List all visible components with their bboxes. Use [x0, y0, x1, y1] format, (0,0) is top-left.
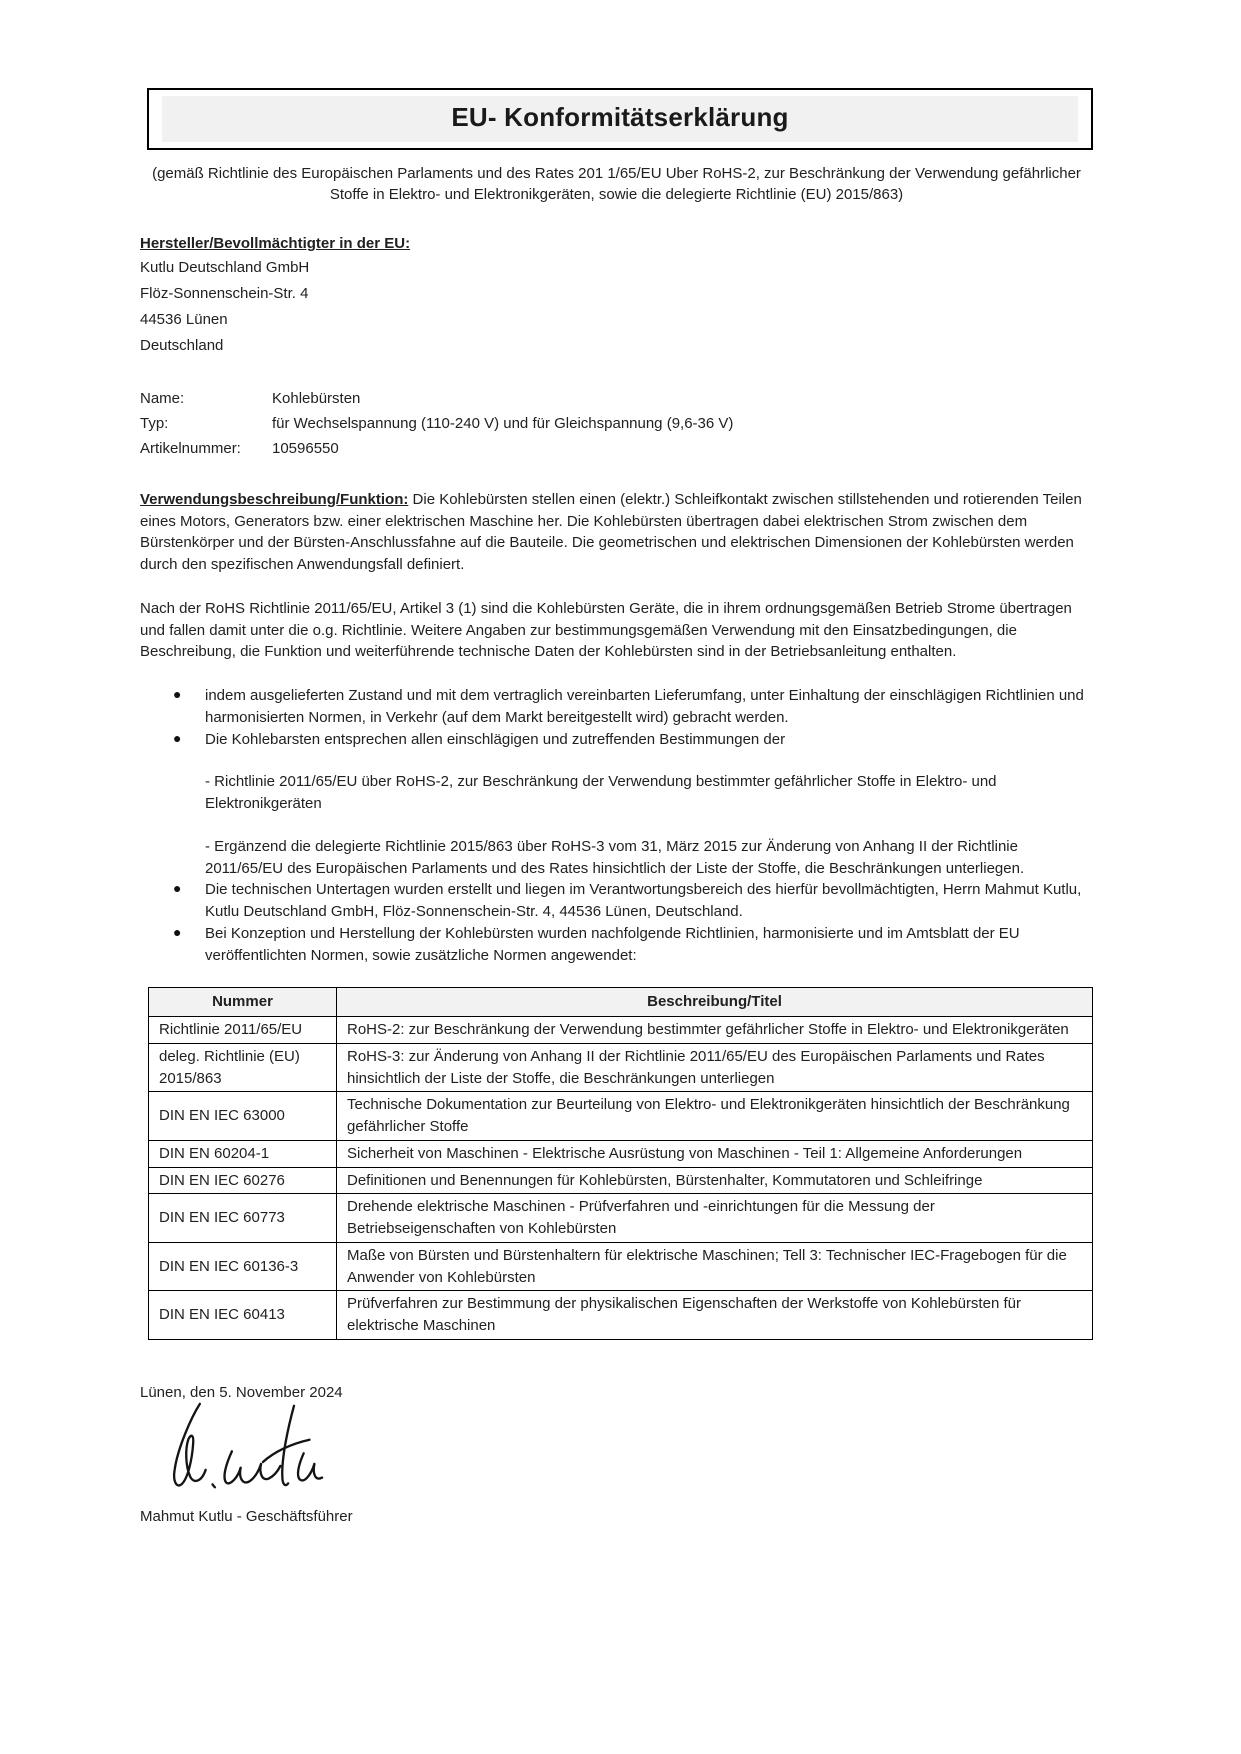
- standard-number: DIN EN IEC 60413: [149, 1291, 337, 1340]
- directive-dash-item: - Ergänzend die delegierte Richtlinie 2015/863 über RoHS-3 vom 31, März 2015 zur Änderung von Anhang II der Richtlinie 2011/65/EU des Europäischen Parlaments und des Rates hinsichtlich der Liste der Stoffe, die Beschränkungen unterliegen.: [205, 837, 1025, 877]
- usage-lead: Verwendungsbeschreibung/Funktion:: [140, 490, 409, 508]
- article-number-label: Artikelnummer:: [140, 439, 241, 457]
- product-type-value: für Wechselspannung (110-240 V) und für Gleichspannung (9,6-36 V): [272, 414, 734, 432]
- place-date-line: Lünen, den 5. November 2024: [140, 1383, 343, 1401]
- title-subtitle: (gemäß Richtlinie des Europäischen Parlaments und des Rates 201 1/65/EU Uber RoHS-2, zur Beschränkung der Verwendung gefährlicher Stoffe in Elektro- und Elektronikgeräten, sowie die delegierte Richtlinie (EU) 2015/863): [152, 164, 1081, 204]
- bullet-icon: ●: [173, 923, 182, 940]
- manufacturer-address: [140, 255, 1093, 359]
- standard-number: DIN EN IEC 63000: [149, 1092, 337, 1141]
- product-name-label: Name:: [140, 389, 185, 407]
- standard-description: Technische Dokumentation zur Beurteilung von Elektro- und Elektronikgeräten hinsichtlich der Beschränkung gefährlicher Stoffe: [337, 1092, 1093, 1141]
- bullet-icon: ●: [173, 880, 182, 897]
- standard-description: Prüfverfahren zur Bestimmung der physikalischen Eigenschaften der Werkstoffe von Kohlebürsten für elektrische Maschinen: [337, 1291, 1093, 1340]
- standard-number: Richtlinie 2011/65/EU: [149, 1017, 337, 1044]
- directive-dash-item: - Richtlinie 2011/65/EU über RoHS-2, zur Beschränkung der Verwendung bestimmter gefährlicher Stoffe in Elektro- und Elektronikgeräten: [205, 773, 997, 813]
- address-line: Flöz-Sonnenschein-Str. 4: [140, 284, 309, 302]
- product-row: [140, 436, 1093, 461]
- table-row: [149, 1167, 1093, 1194]
- bullet-text: Die technischen Untertagen wurden erstellt und liegen im Verantwortungsbereich des hierfür bevollmächtigten, Herrn Mahmut Kutlu, Kutlu Deutschland GmbH, Flöz-Sonnenschein-Str. 4, 44536 Lünen, Deutschland.: [205, 881, 1082, 921]
- manufacturer-heading: Hersteller/Bevollmächtigter in der EU:: [140, 235, 411, 253]
- page-title: EU- Konformitätserklärung: [451, 102, 789, 132]
- handwritten-signature-icon: [162, 1398, 327, 1496]
- bullet-item: [140, 923, 1093, 967]
- product-info: [140, 386, 1093, 461]
- standard-number: DIN EN IEC 60136-3: [149, 1242, 337, 1291]
- bullet-text: indem ausgelieferten Zustand und mit dem vertraglich vereinbarten Lieferumfang, unter Einhaltung der einschlägigen Richtlinien und harmonisierten Normen, in Verkehr (auf dem Markt bereitgestellt wird) gebracht werden.: [205, 687, 1084, 726]
- product-type-label: Typ:: [140, 414, 169, 432]
- table-row: [149, 1242, 1093, 1291]
- standard-description: Drehende elektrische Maschinen - Prüfverfahren und -einrichtungen für die Messung der Betriebseigenschaften von Kohlebürsten: [337, 1194, 1093, 1243]
- standard-number: DIN EN 60204-1: [149, 1140, 337, 1167]
- standard-description: RoHS-3: zur Änderung von Anhang II der Richtlinie 2011/65/EU des Europäischen Parlaments und Rates hinsichtlich der Liste der Stoffe, die Beschränkungen unterliegen: [337, 1043, 1093, 1092]
- bullet-text: Die Kohlebarsten entsprechen allen einschlägigen und zutreffenden Bestimmungen der: [205, 730, 786, 748]
- bullet-icon: ●: [173, 686, 182, 703]
- signature-image: [162, 1398, 1093, 1496]
- usage-paragraph: [140, 489, 1093, 576]
- table-row: [149, 1092, 1093, 1141]
- address-line: Deutschland: [140, 336, 224, 354]
- table-row: [149, 1043, 1093, 1092]
- standard-description: Definitionen und Benennungen für Kohlebürsten, Bürstenhalter, Kommutatoren und Schleifringe: [337, 1167, 1093, 1194]
- column-header-description: Beschreibung/Titel: [337, 988, 1093, 1017]
- product-row: [140, 411, 1093, 436]
- standard-number: DIN EN IEC 60773: [149, 1194, 337, 1243]
- product-row: [140, 386, 1093, 411]
- title-box: [147, 88, 1093, 150]
- standards-table: [148, 987, 1093, 1340]
- product-name-value: Kohlebürsten: [272, 389, 361, 407]
- article-number-value: 10596550: [272, 439, 339, 457]
- usage-text: Die Kohlebürsten stellen einen (elektr.) Schleifkontakt zwischen stillstehenden und rotierenden Teilen eines Motors, Generators bzw. einer elektrischen Maschine her. Die Kohlebürsten übertragen dabei elektrischen Strom zwischen dem Bürstenkörper und der Bürsten-Anschlussfahne auf die Bauteile. Die geometrischen und elektrischen Dimensionen der Kohlebürsten werden durch den spezifischen Anwendungsfall definiert.: [140, 490, 1082, 574]
- rohs-paragraph: Nach der RoHS Richtlinie 2011/65/EU, Artikel 3 (1) sind die Kohlebürsten Geräte, die in ihrem ordnungsgemäßen Betrieb Strome übertragen und fallen damit unter die o.g. Richtlinie. Weitere Angaben zur bestimmungsgemäßen Verwendung mit den Einsatzbedingungen, die Beschreibung, die Funktion und weiterführende technische Daten der Kohlebürsten sind in der Betriebsanleitung enthalten.: [140, 599, 1072, 661]
- title-band: [162, 96, 1078, 142]
- column-header-number: Nummer: [149, 988, 337, 1017]
- standard-description: Sicherheit von Maschinen - Elektrische Ausrüstung von Maschinen - Teil 1: Allgemeine Anforderungen: [337, 1140, 1093, 1167]
- table-row: [149, 1017, 1093, 1044]
- table-header-row: [149, 988, 1093, 1017]
- signer-name: Mahmut Kutlu - Geschäftsführer: [140, 1507, 353, 1525]
- declaration-bullet-list: [140, 685, 1093, 966]
- standard-description: Maße von Bürsten und Bürstenhaltern für elektrische Maschinen; Tell 3: Technischer IEC-Fragebogen für die Anwender von Kohlebürsten: [337, 1242, 1093, 1291]
- address-line: 44536 Lünen: [140, 310, 228, 328]
- table-row: [149, 1194, 1093, 1243]
- address-line: Kutlu Deutschland GmbH: [140, 258, 310, 276]
- bullet-icon: ●: [173, 729, 182, 746]
- bullet-item: [140, 879, 1093, 923]
- table-row: [149, 1140, 1093, 1167]
- bullet-item: [140, 685, 1093, 729]
- standard-number: DIN EN IEC 60276: [149, 1167, 337, 1194]
- standard-number: deleg. Richtlinie (EU) 2015/863: [149, 1043, 337, 1092]
- table-row: [149, 1291, 1093, 1340]
- bullet-text: Bei Konzeption und Herstellung der Kohlebürsten wurden nachfolgende Richtlinien, harmonisierte und im Amtsblatt der EU veröffentlichten Normen, sowie zusätzliche Normen angewendet:: [205, 924, 1020, 964]
- standard-description: RoHS-2: zur Beschränkung der Verwendung bestimmter gefährlicher Stoffe in Elektro- und Elektronikgeräten: [337, 1017, 1093, 1044]
- bullet-item: [140, 729, 1093, 880]
